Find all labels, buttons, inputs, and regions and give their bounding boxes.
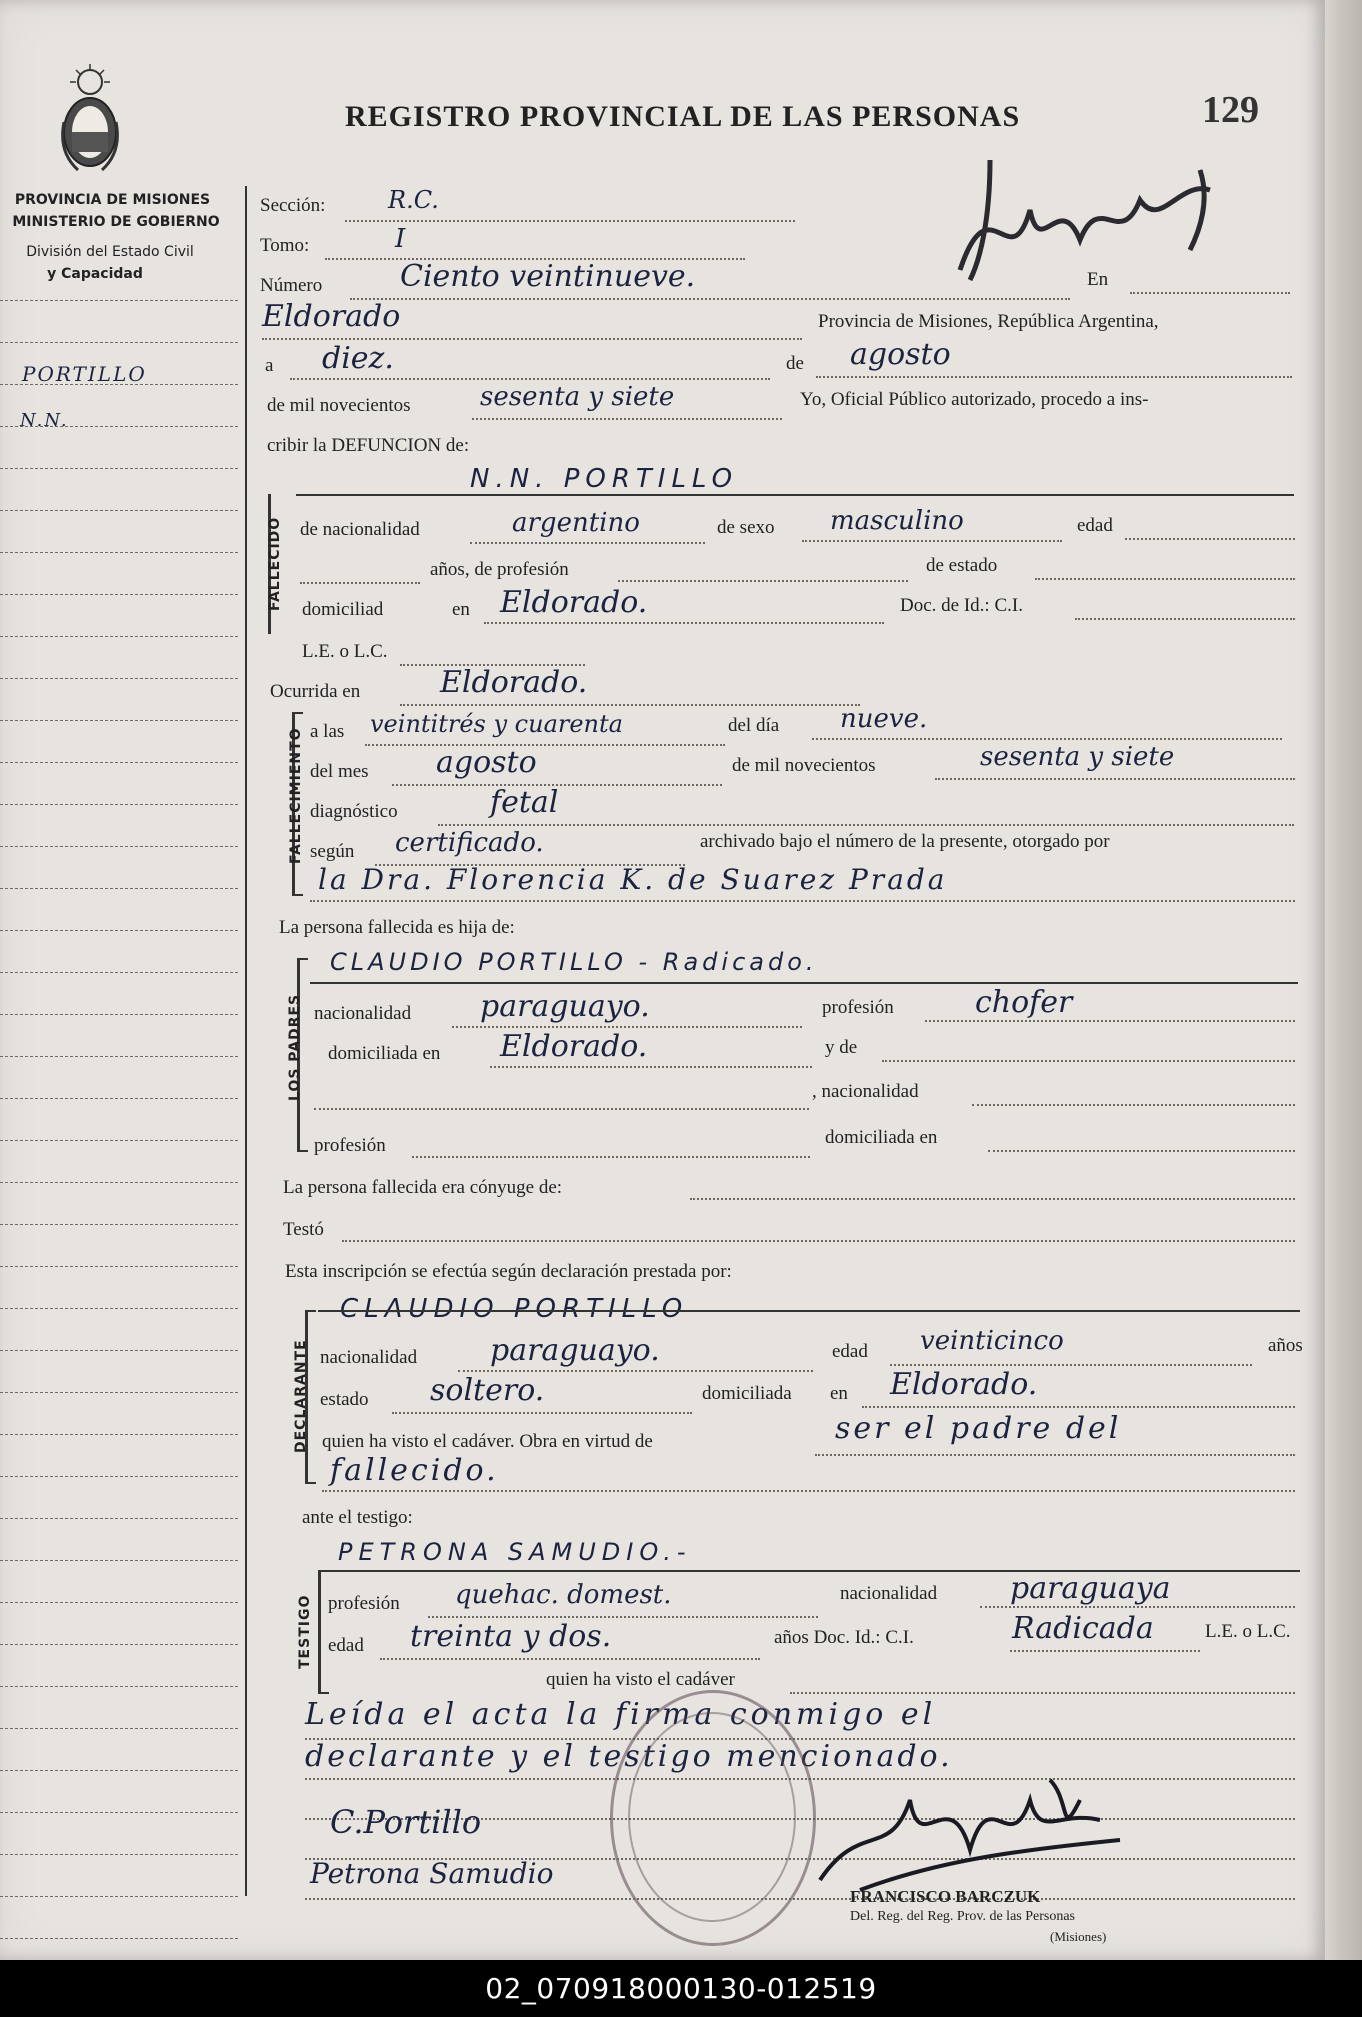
label-anos-profesion: años, de profesión	[430, 559, 569, 580]
value-testigo: PETRONA SAMUDIO.-	[338, 1538, 692, 1566]
label-numero: Número	[260, 275, 323, 296]
line-nombre	[296, 494, 1294, 496]
line-conyuge	[690, 1198, 1295, 1200]
margin-line	[0, 1770, 238, 1771]
line-ocurrida	[400, 704, 860, 706]
line-medico	[310, 900, 1295, 902]
line-estado	[1035, 578, 1295, 580]
margin-line	[0, 468, 238, 469]
label-domiciliad: domiciliad	[302, 599, 384, 620]
label-de-sexo: de sexo	[717, 517, 775, 538]
section-padres-label: LOS PADRES	[287, 993, 303, 1101]
margin-nn: N.N.	[20, 410, 69, 431]
label-estado: estado	[320, 1389, 369, 1410]
label-de-estado: de estado	[926, 555, 998, 576]
value-nacionalidad: argentino	[512, 508, 640, 538]
value-ocurrida: Eldorado.	[440, 665, 588, 700]
label-del-mes: del mes	[310, 761, 369, 782]
value-dom-decl: Eldorado.	[890, 1367, 1038, 1402]
value-nombre: N.N. PORTILLO	[470, 464, 739, 494]
label-hija: La persona fallecida es hija de:	[279, 917, 515, 938]
label-doc: Doc. de Id.: C.I.	[900, 595, 1023, 616]
value-virtud1: ser el padre del	[835, 1411, 1122, 1446]
line-visto2	[790, 1692, 1295, 1694]
margin-line	[0, 1098, 238, 1099]
margin-line	[0, 1014, 238, 1015]
line-en	[1130, 292, 1290, 294]
line-estado-decl	[392, 1412, 692, 1414]
folio-number: 129	[1202, 89, 1259, 131]
label-testigo: ante el testigo:	[302, 1507, 413, 1528]
line-prof-madre	[412, 1156, 810, 1158]
line-declarante	[318, 1310, 1300, 1312]
margin-line	[0, 1140, 238, 1141]
margin-line	[0, 1434, 238, 1435]
margin-line	[0, 1224, 238, 1225]
margin-line	[0, 300, 238, 301]
stamp-name: FRANCISCO BARCZUK	[850, 1887, 1041, 1906]
line-edad-decl	[890, 1364, 1252, 1366]
value-padre: CLAUDIO PORTILLO - Radicado.	[330, 948, 818, 976]
label-nacionalidad: nacionalidad	[314, 1003, 412, 1024]
label-nacionalidad3: nacionalidad	[840, 1583, 938, 1604]
label-comma-nac: , nacionalidad	[812, 1081, 919, 1102]
org-line-4: y Capacidad	[47, 266, 143, 282]
stamp-province: (Misiones)	[1050, 1929, 1107, 1944]
value-edad-test: treinta y dos.	[410, 1619, 612, 1654]
coat-of-arms-emblem	[58, 62, 122, 182]
line-virtud2	[322, 1490, 1295, 1492]
margin-line	[0, 1476, 238, 1477]
label-y-de: y de	[825, 1037, 858, 1058]
margin-name: PORTILLO	[22, 362, 147, 386]
label-diagnostico: diagnóstico	[310, 801, 398, 822]
section-fallecido-label: FALLECIDO	[267, 516, 283, 611]
line-doc	[1075, 618, 1295, 620]
label-edad2: edad	[832, 1341, 868, 1362]
label-de-nacionalidad: de nacionalidad	[300, 519, 420, 540]
line-dom-decl	[862, 1406, 1295, 1408]
margin-line	[0, 888, 238, 889]
section-fallecimiento-label: FALLECIMIENTO	[288, 727, 304, 864]
value-medico: la Dra. Florencia K. de Suarez Prada	[318, 863, 948, 896]
line-profesion	[618, 580, 908, 582]
label-testo: Testó	[283, 1219, 324, 1240]
line-madre	[882, 1060, 1295, 1062]
margin-line	[0, 930, 238, 931]
label-nacionalidad2: nacionalidad	[320, 1347, 418, 1368]
line-dia-muerte	[812, 738, 1282, 740]
line-anio	[472, 418, 782, 420]
margin-line	[0, 1686, 238, 1687]
label-profesion3: profesión	[328, 1593, 400, 1614]
line-anio-muerte	[935, 778, 1295, 780]
value-leida2: declarante y el testigo mencionado.	[305, 1739, 953, 1774]
line-edad	[1125, 538, 1295, 540]
value-virtud2: fallecido.	[330, 1453, 499, 1488]
line-diagnostico	[438, 824, 1294, 826]
label-anos-doc: años Doc. Id.: C.I.	[774, 1627, 914, 1648]
line-domicilio	[484, 622, 884, 624]
section-testigo-bracket	[318, 1570, 329, 1694]
margin-line	[0, 1560, 238, 1561]
line-lugar	[262, 338, 802, 340]
footer-bar	[0, 1960, 1362, 2017]
label-tomo: Tomo:	[260, 235, 310, 256]
value-numero: Ciento veintinueve.	[400, 259, 696, 294]
line-dia	[290, 378, 770, 380]
margin-line	[0, 636, 238, 637]
margin-line	[0, 1812, 238, 1813]
value-tomo: I	[395, 224, 406, 254]
line-dom-madre	[988, 1150, 1295, 1152]
line-nac-madre	[972, 1104, 1295, 1106]
label-de-mil: de mil novecientos	[267, 395, 411, 416]
value-dom-padre: Eldorado.	[500, 1029, 648, 1064]
margin-line	[0, 1056, 238, 1057]
margin-line	[0, 1644, 238, 1645]
value-edad-decl: veinticinco	[920, 1326, 1064, 1356]
label-le2: L.E. o L.C.	[1205, 1621, 1291, 1642]
margin-line	[0, 1350, 238, 1351]
label-cribir: cribir la DEFUNCION de:	[267, 435, 470, 456]
signature-declarante: C.Portillo	[330, 1803, 482, 1841]
section-declarante-label: DECLARANTE	[293, 1339, 309, 1453]
registrar-signature	[950, 140, 1250, 290]
margin-line	[0, 594, 238, 595]
line-nacionalidad	[470, 542, 705, 544]
value-hora: veintitrés y cuarenta	[370, 710, 623, 738]
value-leida1: Leída el acta la firma conmigo el	[305, 1697, 937, 1732]
margin-line	[0, 1308, 238, 1309]
line-padre	[310, 982, 1298, 984]
signature-testigo: Petrona Samudio	[310, 1857, 554, 1890]
label-del-dia: del día	[728, 715, 780, 736]
label-domiciliada: domiciliada	[702, 1383, 792, 1404]
line-sexo	[802, 540, 1062, 542]
document-title: REGISTRO PROVINCIAL DE LAS PERSONAS	[345, 100, 1021, 133]
value-nac-decl: paraguayo.	[490, 1333, 660, 1368]
line-madre2	[314, 1108, 809, 1110]
label-ocurrida: Ocurrida en	[270, 681, 361, 702]
line-edad2	[300, 582, 420, 584]
label-anos: años	[1268, 1335, 1303, 1356]
value-estado-decl: soltero.	[430, 1373, 545, 1408]
margin-line	[0, 846, 238, 847]
section-testigo-label: TESTIGO	[297, 1594, 313, 1669]
margin-divider	[245, 186, 247, 1896]
line-dom-padre	[490, 1066, 812, 1068]
org-line-2: MINISTERIO DE GOBIERNO	[12, 214, 220, 230]
label-en2: en	[452, 599, 470, 620]
line-edad-test	[380, 1658, 760, 1660]
value-nac-padre: paraguayo.	[480, 989, 650, 1024]
margin-line	[0, 1854, 238, 1855]
margin-line	[0, 678, 238, 679]
label-domiciliada-en: domiciliada en	[328, 1043, 441, 1064]
label-segun: según	[310, 841, 355, 862]
margin-line	[0, 552, 238, 553]
line-nac-test	[980, 1606, 1295, 1608]
margin-line	[0, 1602, 238, 1603]
value-anio: sesenta y siete	[480, 382, 675, 412]
line-prof-padre	[925, 1020, 1295, 1022]
value-seccion: R.C.	[388, 186, 439, 214]
label-de-mil2: de mil novecientos	[732, 755, 876, 776]
label-a: a	[265, 355, 274, 376]
value-prof-padre: chofer	[975, 985, 1073, 1020]
label-visto2: quien ha visto el cadáver	[546, 1669, 735, 1690]
margin-line	[0, 1518, 238, 1519]
margin-line	[0, 972, 238, 973]
image-id: 02_070918000130-012519	[485, 1972, 877, 2005]
value-segun: certificado.	[395, 828, 544, 858]
value-anio-muerte: sesenta y siete	[980, 742, 1175, 772]
margin-line	[0, 510, 238, 511]
margin-line	[0, 1266, 238, 1267]
value-nac-test: paraguaya	[1010, 1571, 1171, 1606]
line-numero	[350, 298, 1070, 300]
official-seal-inner	[628, 1712, 796, 1922]
stamp-title: Del. Reg. del Reg. Prov. de las Personas	[850, 1909, 1075, 1924]
value-diagnostico: fetal	[490, 785, 559, 820]
margin-line	[0, 1728, 238, 1729]
margin-line	[0, 384, 238, 385]
label-le: L.E. o L.C.	[302, 641, 388, 662]
line-prof-test	[428, 1616, 818, 1618]
margin-line	[0, 1896, 238, 1897]
margin-line	[0, 342, 238, 343]
line-ci-test	[1010, 1650, 1200, 1652]
label-seccion: Sección:	[260, 195, 326, 216]
officer-signature	[800, 1740, 1140, 1900]
line-nac-padre	[452, 1026, 802, 1028]
org-line-3: División del Estado Civil	[26, 244, 194, 260]
label-a-las: a las	[310, 721, 345, 742]
line-testo	[342, 1240, 1295, 1242]
margin-line	[0, 1182, 238, 1183]
line-hora	[365, 744, 725, 746]
label-en3: en	[830, 1383, 848, 1404]
margin-line	[0, 426, 238, 427]
label-archivado: archivado bajo el número de la presente, otorgado por	[700, 831, 1110, 852]
label-domiciliada-en2: domiciliada en	[825, 1127, 938, 1148]
line-nac-decl	[458, 1370, 813, 1372]
margin-line	[0, 762, 238, 763]
value-prof-test: quehac. domest.	[455, 1580, 672, 1610]
margin-line	[0, 720, 238, 721]
label-provincia: Provincia de Misiones, República Argentina,	[818, 311, 1159, 332]
label-de: de	[786, 353, 804, 374]
value-dia: diez.	[322, 341, 394, 376]
label-edad: edad	[1077, 515, 1113, 536]
value-declarante: CLAUDIO PORTILLO	[340, 1294, 689, 1324]
line-seccion	[345, 220, 795, 222]
label-profesion2: profesión	[314, 1135, 386, 1156]
margin-line	[0, 1392, 238, 1393]
margin-line	[0, 1938, 238, 1939]
value-sexo: masculino	[830, 506, 964, 536]
line-virtud	[815, 1454, 1295, 1456]
value-ci-test: Radicada	[1012, 1611, 1154, 1646]
value-mes: agosto	[850, 337, 951, 372]
page-edge	[1325, 0, 1362, 1960]
line-mes	[816, 376, 1292, 378]
value-mes-muerte: agosto	[436, 745, 537, 780]
label-yo: Yo, Oficial Público autorizado, procedo a ins-	[800, 389, 1149, 410]
value-domicilio: Eldorado.	[500, 585, 648, 620]
value-lugar: Eldorado	[262, 299, 401, 334]
label-conyuge: La persona fallecida era cónyuge de:	[283, 1177, 563, 1198]
label-en: En	[1087, 269, 1109, 290]
org-line-1: PROVINCIA DE MISIONES	[14, 192, 211, 208]
label-visto: quien ha visto el cadáver. Obra en virtud de	[322, 1431, 653, 1452]
value-dia-muerte: nueve.	[840, 704, 928, 734]
label-edad3: edad	[328, 1635, 364, 1656]
margin-line	[0, 804, 238, 805]
label-declaracion: Esta inscripción se efectúa según declaración prestada por:	[285, 1261, 732, 1282]
label-profesion: profesión	[822, 997, 894, 1018]
